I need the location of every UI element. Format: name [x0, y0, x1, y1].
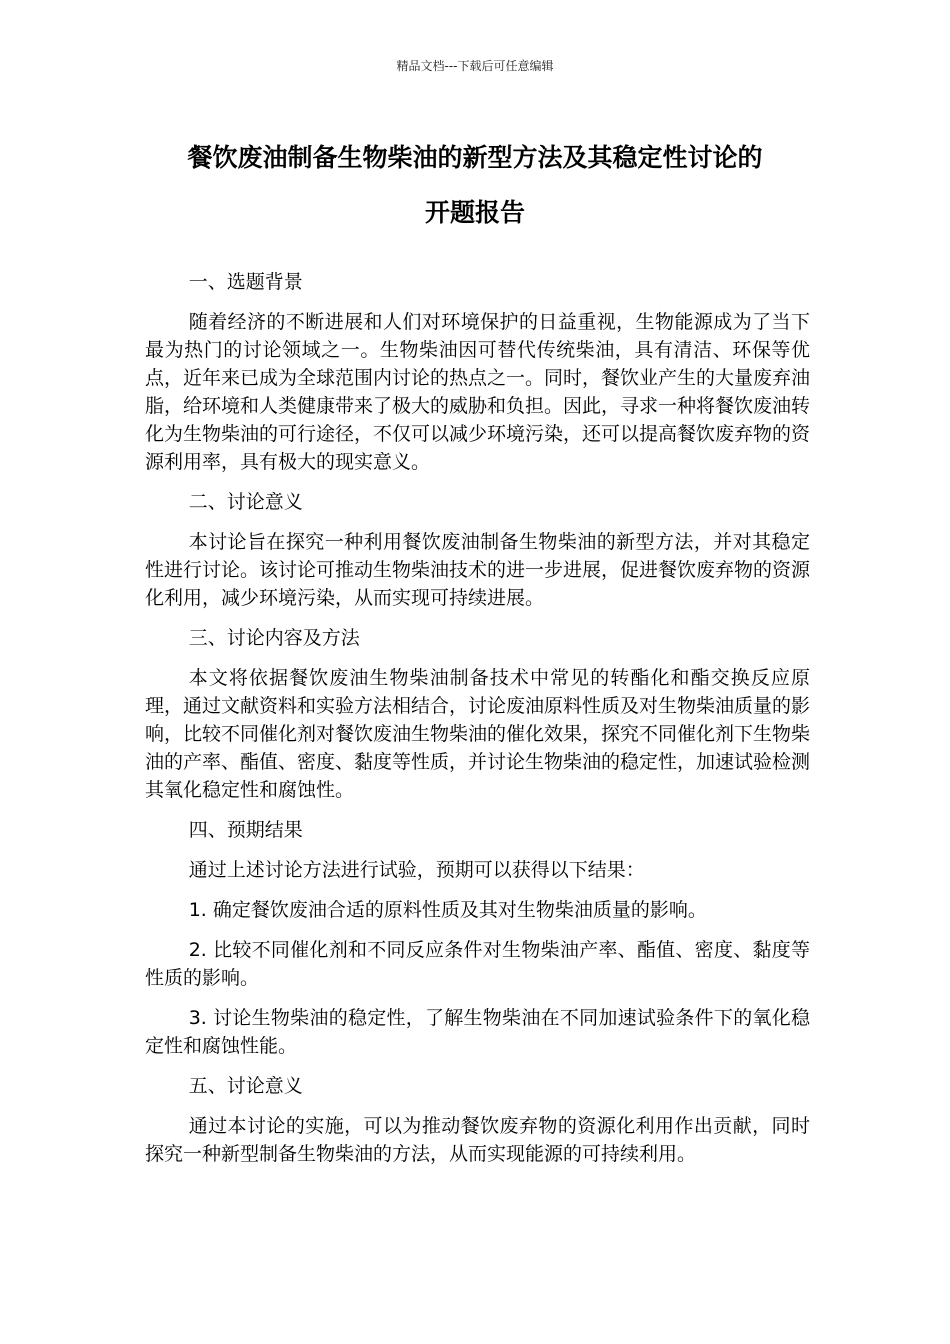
title-line-2: 开题报告	[424, 198, 525, 227]
section-heading-methods: 三、讨论内容及方法	[188, 627, 360, 649]
title-line-1: 餐饮废油制备生物柴油的新型方法及其稳定性讨论的	[187, 143, 763, 172]
section-paragraph-background: 随着经济的不断进展和人们对环境保护的日益重视，生物能源成为了当下最为热门的讨论领域之一。生物柴油因可替代传统柴油，具有清洁、环保等优点，近年来已成为全球范围内讨论的热点之一。同时，餐饮业产生的大量废弃油脂，给环境和人类健康带来了极大的威胁和负担。因此，寻求一种将餐饮废油转化为生物柴油的可行途径，不仅可以减少环境污染，还可以提高餐饮废弃物的资源利用率，具有极大的现实意义。	[145, 311, 811, 473]
section-heading-background: 一、选题背景	[188, 271, 303, 293]
expected-results-intro: 通过上述讨论方法进行试验，预期可以获得以下结果：	[188, 859, 645, 881]
section-paragraph-significance: 本讨论旨在探究一种利用餐饮废油制备生物柴油的新型方法，并对其稳定性进行讨论。该讨论可推动生物柴油技术的进一步进展，促进餐饮废弃物的资源化利用，减少环境污染，从而实现可持续进展。	[145, 531, 811, 609]
section-heading-expected-results: 四、预期结果	[188, 819, 303, 841]
document-body	[145, 268, 810, 1180]
section-paragraph-significance-2: 通过本讨论的实施，可以为推动餐饮废弃物的资源化利用作出贡献，同时探究一种新型制备生物柴油的方法，从而实现能源的可持续利用。	[145, 1115, 810, 1165]
section-heading-significance-2: 五、讨论意义	[188, 1075, 303, 1097]
expected-result-item-3: 3. 讨论生物柴油的稳定性，了解生物柴油在不同加速试验条件下的氧化稳定性和腐蚀性能。	[145, 1007, 810, 1057]
expected-result-item-1: 1. 确定餐饮废油合适的原料性质及其对生物柴油质量的影响。	[188, 899, 707, 921]
expected-result-item-2: 2. 比较不同催化剂和不同反应条件对生物柴油产率、酯值、密度、黏度等性质的影响。	[145, 939, 810, 989]
page-header-note: 精品文档---下载后可任意编辑	[396, 59, 554, 73]
document-title	[120, 130, 830, 240]
section-paragraph-methods: 本文将依据餐饮废油生物柴油制备技术中常见的转酯化和酯交换反应原理，通过文献资料和实验方法相结合，讨论废油原料性质及对生物柴油质量的影响，比较不同催化剂对餐饮废油生物柴油的催化效果，探究不同催化剂下生物柴油的产率、酯值、密度、黏度等性质，并讨论生物柴油的稳定性，加速试验检测其氧化稳定性和腐蚀性。	[145, 667, 811, 801]
section-heading-significance: 二、讨论意义	[188, 491, 303, 513]
